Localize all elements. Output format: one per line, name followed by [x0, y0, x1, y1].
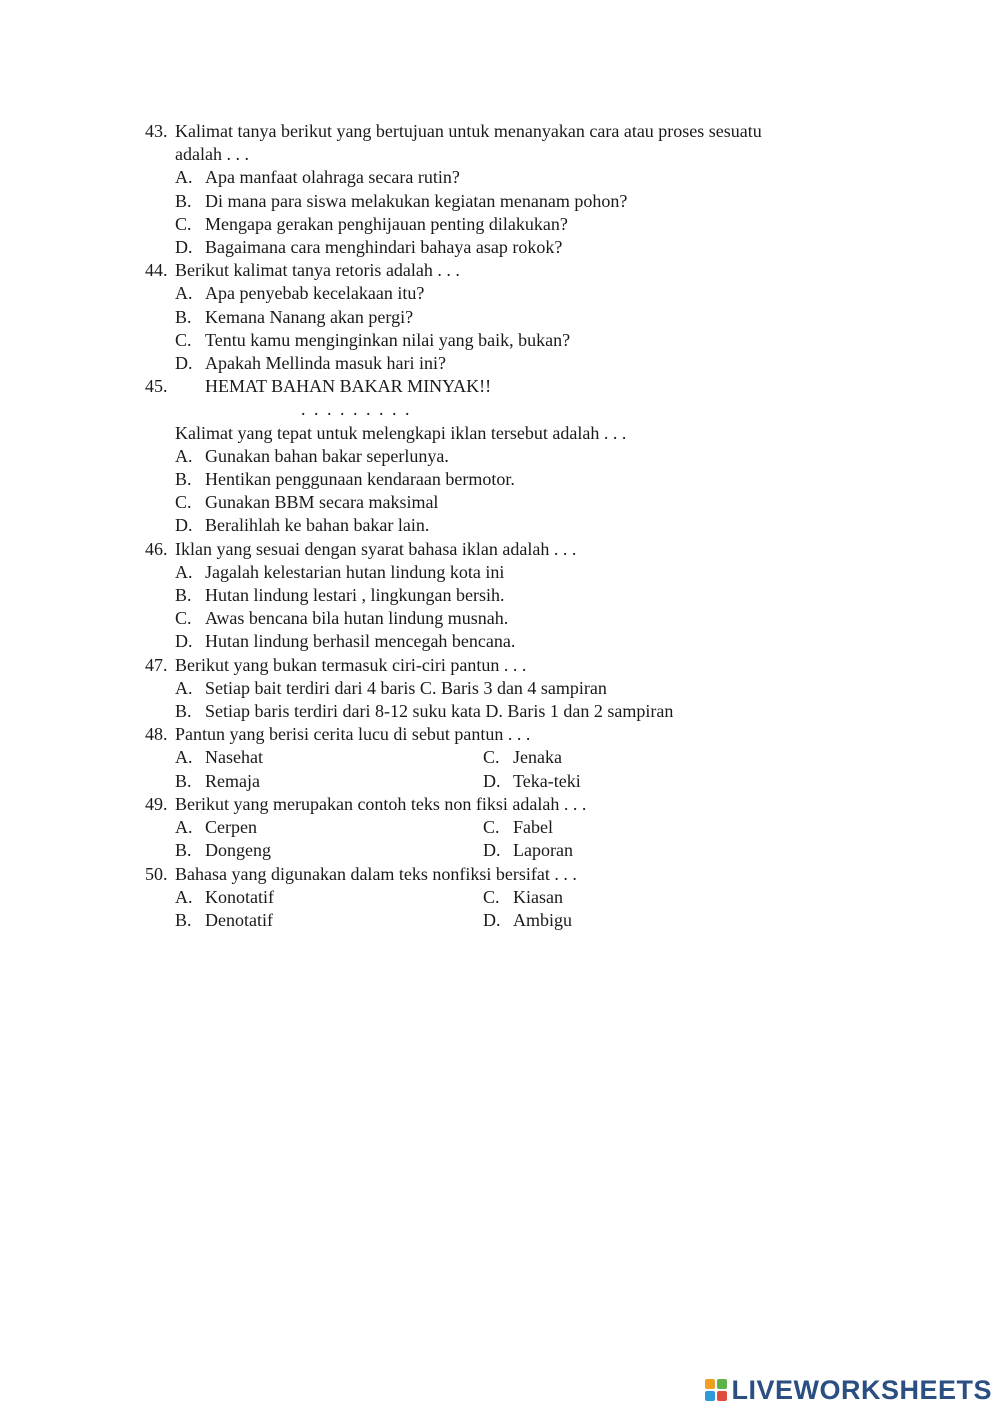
- option-c[interactable]: C. Mengapa gerakan penghijauan penting dilakukan?: [175, 213, 568, 234]
- options-list: [175, 677, 865, 723]
- logo-square-3: [705, 1391, 715, 1401]
- question-44: [145, 259, 865, 375]
- option-c[interactable]: C. Tentu kamu menginginkan nilai yang baik, bukan?: [175, 329, 571, 350]
- option-c[interactable]: C. Gunakan BBM secara maksimal: [175, 492, 439, 513]
- options-grid: [175, 746, 865, 792]
- option-b[interactable]: B. Denotatif: [175, 909, 273, 930]
- options-list: [175, 282, 865, 375]
- option-c[interactable]: C. Kiasan: [483, 886, 563, 907]
- logo-square-4: [717, 1391, 727, 1401]
- question-number: 46.: [145, 538, 168, 559]
- question-number: 48.: [145, 724, 168, 745]
- question-text: Bahasa yang digunakan dalam teks nonfiksi bersifat . . .: [175, 863, 577, 884]
- options-list: [175, 166, 865, 259]
- question-number: 49.: [145, 793, 168, 814]
- option-a[interactable]: A. Setiap bait terdiri dari 4 baris C. Baris 3 dan 4 sampiran: [175, 677, 607, 698]
- option-c[interactable]: C. Awas bencana bila hutan lindung musnah.: [175, 608, 509, 629]
- question-number: 47.: [145, 654, 168, 675]
- logo-square-2: [717, 1379, 727, 1389]
- question-number: 45.: [145, 376, 168, 397]
- question-50: [145, 863, 865, 933]
- option-c[interactable]: C. Fabel: [483, 817, 553, 838]
- question-49: [145, 793, 865, 863]
- option-b[interactable]: B. Di mana para siswa melakukan kegiatan menanam pohon?: [175, 190, 628, 211]
- question-47: [145, 654, 865, 724]
- question-text: Berikut yang bukan termasuk ciri-ciri pantun . . .: [175, 654, 527, 675]
- option-a[interactable]: A. Konotatif: [175, 886, 274, 907]
- option-d[interactable]: D. Bagaimana cara menghindari bahaya asap rokok?: [175, 237, 563, 258]
- question-46: [145, 538, 865, 654]
- liveworksheets-logo-icon: [705, 1379, 727, 1401]
- liveworksheets-logo: [705, 1375, 992, 1405]
- option-b[interactable]: B. Hentikan penggunaan kendaraan bermotor.: [175, 469, 515, 490]
- options-list: [175, 445, 865, 538]
- question-text: Berikut yang merupakan contoh teks non fiksi adalah . . .: [175, 793, 587, 814]
- question-text: Kalimat yang tepat untuk melengkapi iklan tersebut adalah . . .: [175, 422, 627, 443]
- logo-square-1: [705, 1379, 715, 1389]
- logo-text: LIVEWORKSHEETS: [731, 1374, 992, 1405]
- question-number: 44.: [145, 260, 168, 281]
- option-a[interactable]: A. Gunakan bahan bakar seperlunya.: [175, 445, 449, 466]
- option-a[interactable]: A. Jagalah kelestarian hutan lindung kota ini: [175, 561, 505, 582]
- question-text: Kalimat tanya berikut yang bertujuan untuk menanyakan cara atau proses sesuatu adalah . . .: [175, 121, 762, 165]
- options-grid: [175, 886, 865, 932]
- option-d[interactable]: D. Beralihlah ke bahan bakar lain.: [175, 515, 430, 536]
- option-a[interactable]: A. Nasehat: [175, 747, 263, 768]
- option-a[interactable]: A. Apa manfaat olahraga secara rutin?: [175, 167, 460, 188]
- ad-title: HEMAT BAHAN BAKAR MINYAK!!: [205, 376, 492, 397]
- option-d[interactable]: D. Apakah Mellinda masuk hari ini?: [175, 353, 446, 374]
- option-d[interactable]: D. Ambigu: [483, 909, 573, 930]
- question-number: 50.: [145, 863, 168, 884]
- option-d[interactable]: D. Laporan: [483, 840, 573, 861]
- question-number: 43.: [145, 121, 168, 141]
- option-b[interactable]: B. Setiap baris terdiri dari 8-12 suku kata D. Baris 1 dan 2 sampiran: [175, 701, 674, 722]
- option-d[interactable]: D. Hutan lindung berhasil mencegah bencana.: [175, 631, 516, 652]
- question-43: [145, 120, 865, 259]
- options-list: [175, 561, 865, 654]
- question-text: Iklan yang sesuai dengan syarat bahasa iklan adalah . . .: [175, 538, 577, 559]
- option-b[interactable]: B. Remaja: [175, 770, 260, 791]
- option-b[interactable]: B. Kemana Nanang akan pergi?: [175, 306, 414, 327]
- question-48: [145, 723, 865, 793]
- question-text: Berikut kalimat tanya retoris adalah . . .: [175, 260, 460, 281]
- option-a[interactable]: A. Apa penyebab kecelakaan itu?: [175, 283, 425, 304]
- options-grid: [175, 816, 865, 862]
- option-a[interactable]: A. Cerpen: [175, 817, 257, 838]
- ad-blank: . . . . . . . . .: [301, 399, 412, 420]
- option-b[interactable]: B. Hutan lindung lestari , lingkungan bersih.: [175, 585, 505, 606]
- option-d[interactable]: D. Teka-teki: [483, 770, 581, 791]
- question-45: [145, 375, 865, 537]
- option-b[interactable]: B. Dongeng: [175, 840, 271, 861]
- question-text: Pantun yang berisi cerita lucu di sebut pantun . . .: [175, 724, 531, 745]
- worksheet-page: [145, 120, 865, 932]
- option-c[interactable]: C. Jenaka: [483, 747, 562, 768]
